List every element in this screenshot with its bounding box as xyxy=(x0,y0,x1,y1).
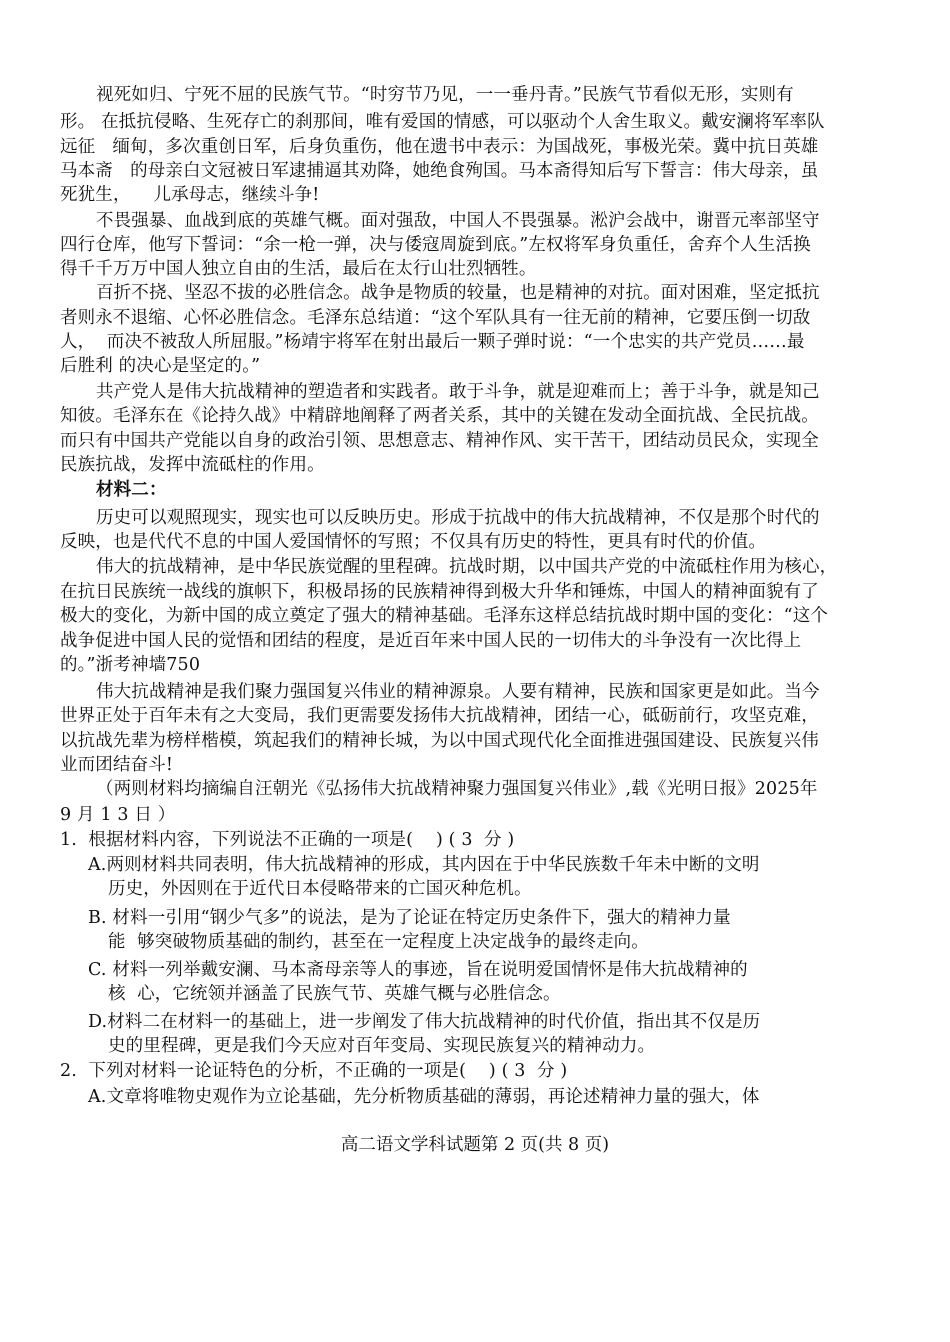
option-text: 核 心，它统领并涵盖了民族气节、英雄气概与必胜信念。 xyxy=(108,984,561,1004)
text-line: 者则永不退缩、心怀必胜信念。毛泽东总结道：“这个军队具有一往无前的精神，它要压倒一切敌 xyxy=(60,308,811,328)
text-line: 视死如归、宁死不屈的民族气节。“时穷节乃见，一一垂丹青。”民族气节看似无形，实则有 xyxy=(96,85,794,105)
text-line: 民族抗战，发挥中流砥柱的作用。 xyxy=(60,455,325,475)
text-line: 伟大抗战精神是我们聚力强国复兴伟业的精神源泉。人要有精神，民族和国家更是如此。当今 xyxy=(96,682,820,702)
option-text: 史的里程碑，更是我们今天应对百年变局、实现民族复兴的精神动力。 xyxy=(108,1036,656,1056)
text-line: 马本斋 的母亲白文冠被日军逮捕逼其劝降，她绝食殉国。马本斋得知后写下誓言：伟大母亲，虽 xyxy=(60,161,819,181)
text-line: 反映，也是代代不息的中国人爱国情怀的写照；不仅具有历史的特性，更具有时代的价值。 xyxy=(60,532,766,552)
text-line: 战争促进中国人民的觉悟和团结的程度，是近百年来中国人民的一切伟大的斗争没有一次比得上 xyxy=(60,631,802,651)
source-line: （两则材料均摘编自汪朝光《弘扬伟大抗战精神聚力强国复兴伟业》,载《光明日报》2025年 xyxy=(96,779,818,799)
question-stem: 1. 根据材料内容，下列说法不正确的一项是( ) ( 3 分 ) xyxy=(60,830,515,850)
text-line: 四行仓库，他写下誓词：“余一枪一弹，决与倭寇周旋到底。”左权将军身负重任，舍弃个人生活换 xyxy=(60,235,811,255)
text-line: 在抗日民族统一战线的旗帜下，积极昂扬的民族精神得到极大升华和锤炼，中国人的精神面貌有了 xyxy=(60,582,819,602)
text-line: 形。 在抵抗侵略、生死存亡的刹那间，唯有爱国的情感，可以驱动个人舍生取义。戴安澜将军率队 xyxy=(60,112,825,132)
text-line: 不畏强暴、血战到底的英雄气概。面对强敌，中国人不畏强暴。淞沪会战中，谢晋元率部坚守 xyxy=(96,211,820,231)
text-line: 百折不挠、坚忍不拔的必胜信念。战争是物质的较量，也是精神的对抗。面对困难，坚定抵抗 xyxy=(96,283,820,303)
option-text: 历史，外因则在于近代日本侵略带来的亡国灭种危机。 xyxy=(108,879,532,899)
text-line: 伟大的抗战精神，是中华民族觉醒的里程碑。抗战时期，以中国共产党的中流砥柱作用为核心， xyxy=(96,557,838,577)
option-text: B. 材料一引用“钢少气多”的说法，是为了论证在特定历史条件下，强大的精神力量 xyxy=(88,908,731,928)
option-text: 能 够突破物质基础的制约，甚至在一定程度上决定战争的最终走向。 xyxy=(108,932,649,952)
text-line: 死犹生， 儿承母志，继续斗争! xyxy=(60,185,320,205)
option-text: C. 材料一列举戴安澜、马本斋母亲等人的事迹，旨在说明爱国情怀是伟大抗战精神的 xyxy=(88,960,748,980)
text-line: 人， 而决不被敌人所屈服。”杨靖宇将军在射出最后一颗子弹时说：“一个忠实的共产党员……最 xyxy=(60,332,805,352)
option-text: A.文章将唯物史观作为立论基础，先分析物质基础的薄弱，再论述精神力量的强大，体 xyxy=(88,1087,760,1107)
text-line: 世界正处于百年未有之大变局，我们更需要发扬伟大抗战精神，团结一心，砥砺前行，攻坚克难， xyxy=(60,706,819,726)
text-line: 以抗战先辈为榜样楷模，筑起我们的精神长城，为以中国式现代化全面推进强国建设、民族复兴伟 xyxy=(60,731,819,751)
question-stem: 2. 下列对材料一论证特色的分析，不正确的一项是( ) ( 3 分 ) xyxy=(60,1061,568,1081)
material2-heading: 材料二： xyxy=(96,480,167,500)
page-footer: 高二语文学科试题第 2 页(共 8 页) xyxy=(340,1135,610,1155)
option-text: D.材料二在材料一的基础上，进一步阐发了伟大抗战精神的时代价值，指出其不仅是历 xyxy=(88,1012,761,1032)
source-line: 9 月 1 3 日 ） xyxy=(60,805,176,825)
text-line: 远征 缅甸，多次重创日军，后身负重伤，他在遗书中表示：为国战死，事极光荣。冀中抗日英雄 xyxy=(60,137,819,157)
text-line: 的。”浙考神墙750 xyxy=(60,655,201,675)
text-line: 得千千万万中国人独立自由的生活，最后在太行山壮烈牺牲。 xyxy=(60,259,537,279)
text-line: 历史可以观照现实，现实也可以反映历史。形成于抗战中的伟大抗战精神，不仅是那个时代的 xyxy=(96,508,820,528)
text-line: 后胜利 的决心是坚定的。” xyxy=(60,356,261,376)
text-line: 而只有中国共产党能以自身的政治引领、思想意志、精神作风、实干苦干，团结动员民众，实现全 xyxy=(60,431,819,451)
text-line: 知彼。毛泽东在《论持久战》中精辟地阐释了两者关系，其中的关键在发动全面抗战、全民抗战。 xyxy=(60,406,819,426)
text-line: 极大的变化，为新中国的成立奠定了强大的精神基础。毛泽东这样总结抗战时期中国的变化：“这个 xyxy=(60,606,829,626)
text-line: 业而团结奋斗! xyxy=(60,755,174,775)
text-line: 共产党人是伟大抗战精神的塑造者和实践者。敢于斗争，就是迎难而上；善于斗争，就是知己 xyxy=(96,382,820,402)
option-text: A.两则材料共同表明，伟大抗战精神的形成，其内因在于中华民族数千年未中断的文明 xyxy=(88,855,760,875)
